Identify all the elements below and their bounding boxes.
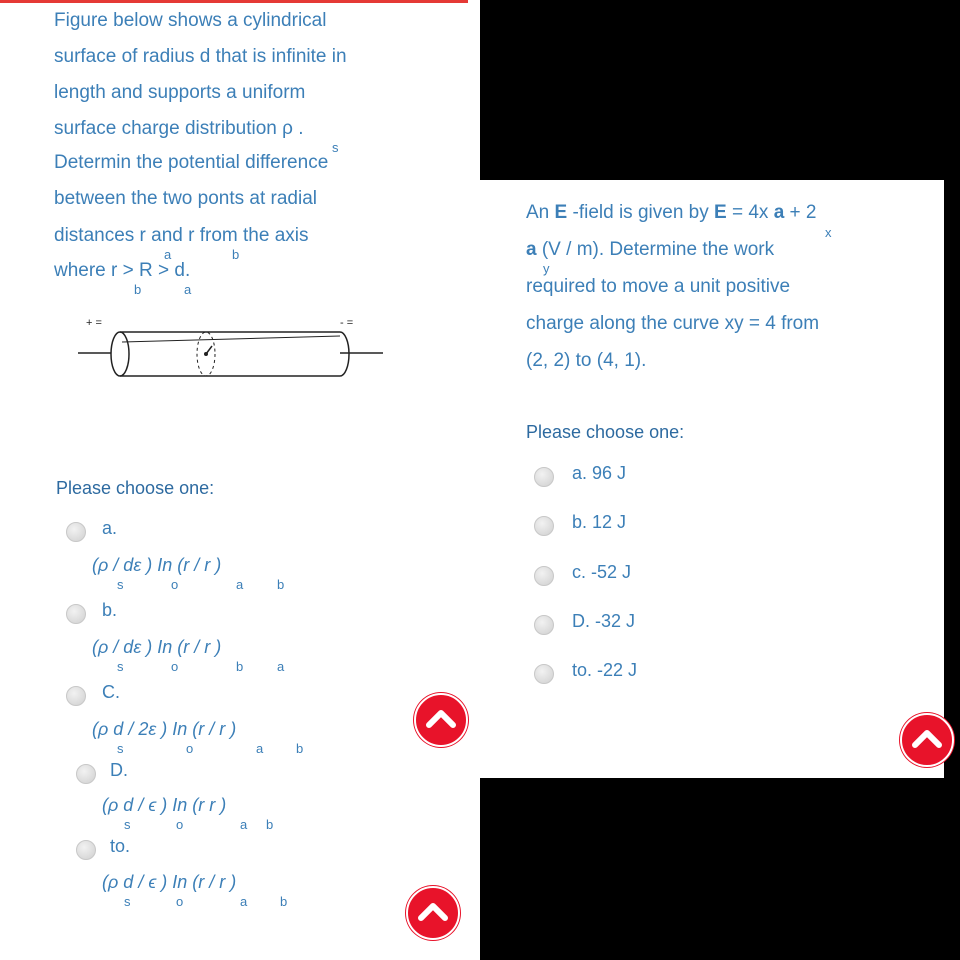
radio-e[interactable] xyxy=(76,840,96,860)
option-a-sub3: a xyxy=(236,577,244,592)
option-e-formula: (ρ d / ϵ ) In (r / r ) xyxy=(102,872,237,892)
option-e-sub1: s xyxy=(124,894,131,909)
option-c-sub2: o xyxy=(186,741,194,756)
option-e-label: to. xyxy=(110,836,131,856)
chevron-up-icon xyxy=(902,715,952,765)
radio-rc[interactable] xyxy=(534,566,554,586)
chevron-up-icon xyxy=(408,888,458,938)
question-line-2: surface of radius d that is infinite in xyxy=(54,46,347,67)
black-region-bottom-right xyxy=(480,778,960,960)
radio-a[interactable] xyxy=(66,522,86,542)
subscript-a: a xyxy=(164,247,172,262)
question-line-5: Determin the potential difference xyxy=(54,152,329,173)
black-region-top-right xyxy=(480,0,960,180)
rq-sub-x: x xyxy=(825,225,832,240)
chevron-up-icon xyxy=(416,695,466,745)
scroll-up-button-3[interactable] xyxy=(900,713,954,767)
right-option-a-label: a. 96 J xyxy=(572,463,627,483)
option-b-label: b. xyxy=(102,600,118,620)
right-option-d-label: D. -32 J xyxy=(572,611,636,631)
radio-rd[interactable] xyxy=(534,615,554,635)
right-option-c-label: c. -52 J xyxy=(572,562,632,582)
question-line-4: surface charge distribution ρ . xyxy=(54,118,304,139)
subscript-b: b xyxy=(232,247,240,262)
option-c-sub1: s xyxy=(117,741,124,756)
option-c-sub3: a xyxy=(256,741,264,756)
question-line-1: Figure below shows a cylindrical xyxy=(54,10,327,31)
left-prompt: Please choose one: xyxy=(56,478,215,498)
radio-d[interactable] xyxy=(76,764,96,784)
option-b-formula: (ρ / dε ) In (r / r ) xyxy=(92,637,222,657)
radio-rb[interactable] xyxy=(534,516,554,536)
rq-sub-y: y xyxy=(543,261,550,276)
option-d-label: D. xyxy=(110,760,128,780)
right-option-b-label: b. 12 J xyxy=(572,512,627,532)
top-red-line xyxy=(0,0,468,3)
option-a-label: a. xyxy=(102,518,118,538)
option-b-sub2: o xyxy=(171,659,179,674)
option-b-sub4: a xyxy=(277,659,285,674)
option-d-sub4: b xyxy=(266,817,274,832)
radio-ra[interactable] xyxy=(534,467,554,487)
rq-line-3: required to move a unit positive xyxy=(526,276,791,297)
option-b-sub3: b xyxy=(236,659,244,674)
rq-line-1: An E -field is given by E = 4x a + 2 xyxy=(526,202,817,223)
subscript-b2: b xyxy=(134,282,142,297)
option-a-sub2: o xyxy=(171,577,179,592)
figure-minus-label: - = xyxy=(340,317,354,329)
rq-line-5: (2, 2) to (4, 1). xyxy=(526,350,647,371)
question-line-7: distances r and r from the axis xyxy=(54,225,309,246)
option-b-sub1: s xyxy=(117,659,124,674)
subscript-s: s xyxy=(332,140,339,155)
option-d-sub1: s xyxy=(124,817,131,832)
subscript-a2: a xyxy=(184,282,192,297)
option-c-label: C. xyxy=(102,682,120,702)
rq-line-2: a (V / m). Determine the work xyxy=(526,239,775,260)
radio-c[interactable] xyxy=(66,686,86,706)
figure-plus-label: + = xyxy=(86,317,102,329)
question-line-8: where r > R > d. xyxy=(54,260,191,281)
option-d-sub3: a xyxy=(240,817,248,832)
option-c-formula: (ρ d / 2ε ) In (r / r ) xyxy=(92,719,237,739)
option-d-sub2: o xyxy=(176,817,184,832)
option-c-sub4: b xyxy=(296,741,304,756)
question-line-6: between the two ponts at radial xyxy=(54,188,318,209)
option-a-sub4: b xyxy=(277,577,285,592)
option-d-formula: (ρ d / ϵ ) In (r r ) xyxy=(102,795,227,815)
option-a-formula: (ρ / dε ) In (r / r ) xyxy=(92,555,222,575)
radio-b[interactable] xyxy=(66,604,86,624)
question-line-3: length and supports a uniform xyxy=(54,82,306,103)
black-divider-right xyxy=(944,180,960,778)
option-e-sub4: b xyxy=(280,894,288,909)
right-prompt: Please choose one: xyxy=(526,422,685,442)
rq-line-4: charge along the curve xy = 4 from xyxy=(526,313,820,334)
option-a-sub1: s xyxy=(117,577,124,592)
cylinder-figure xyxy=(78,312,388,392)
scroll-up-button-1[interactable] xyxy=(414,693,468,747)
radio-re[interactable] xyxy=(534,664,554,684)
scroll-up-button-2[interactable] xyxy=(406,886,460,940)
option-e-sub3: a xyxy=(240,894,248,909)
right-option-e-label: to. -22 J xyxy=(572,660,638,680)
option-e-sub2: o xyxy=(176,894,184,909)
